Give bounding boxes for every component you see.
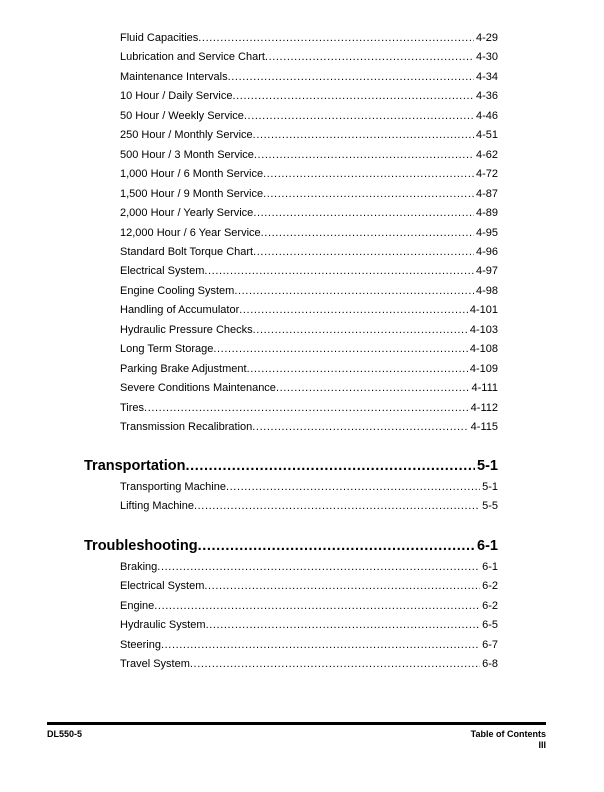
toc-entry-label: 50 Hour / Weekly Service xyxy=(120,109,244,122)
dot-leader xyxy=(161,636,480,655)
dot-leader xyxy=(244,107,474,126)
toc-entry-page: 4-96 xyxy=(475,245,498,258)
toc-entry[interactable] xyxy=(120,224,498,243)
toc-entry-label: Electrical System xyxy=(120,580,205,593)
toc-entry-label: Standard Bolt Torque Chart xyxy=(120,245,254,258)
toc-entry-label: Engine Cooling System xyxy=(120,284,235,297)
dot-leader xyxy=(253,243,474,262)
toc-entry-label: Maintenance Intervals xyxy=(120,70,228,83)
dot-leader xyxy=(265,48,474,67)
toc-entry-label: Transmission Recalibration xyxy=(120,421,253,433)
footer-page-number: III xyxy=(538,740,546,750)
toc-entry-page: 4-72 xyxy=(475,168,498,181)
toc-entry-page: 4-98 xyxy=(475,284,498,297)
toc-entry-page: 4-115 xyxy=(470,421,498,433)
toc-entry-label: Travel System xyxy=(120,658,190,671)
toc-entry-page: 4-34 xyxy=(475,70,498,83)
dot-leader xyxy=(198,29,474,48)
dot-leader xyxy=(254,146,474,165)
toc-entry-page: 4-46 xyxy=(475,109,498,122)
toc-entry[interactable] xyxy=(120,48,498,67)
toc-entry[interactable] xyxy=(120,379,498,398)
dot-leader xyxy=(186,455,476,477)
toc-entry-page: 6-8 xyxy=(482,658,498,671)
toc-entry-page: 4-111 xyxy=(471,382,498,395)
toc-entry-page: 6-2 xyxy=(482,599,498,612)
dot-leader xyxy=(247,360,468,379)
toc-entry-label: Transporting Machine xyxy=(120,481,226,493)
toc-entry[interactable] xyxy=(120,282,498,301)
toc-entry-page: 4-29 xyxy=(475,32,498,44)
toc-entry[interactable] xyxy=(120,340,498,359)
dot-leader xyxy=(190,655,480,674)
dot-leader xyxy=(263,165,474,184)
dot-leader xyxy=(253,204,474,223)
toc-entry-page: 6-7 xyxy=(482,638,498,651)
toc-entry-label: Long Term Storage xyxy=(120,343,214,356)
toc-entry-label: 1,000 Hour / 6 Month Service xyxy=(120,168,264,181)
toc-entry[interactable] xyxy=(120,616,498,635)
toc-entry[interactable] xyxy=(120,577,498,596)
toc-chapter-heading[interactable] xyxy=(84,455,498,477)
toc-entry[interactable] xyxy=(120,655,498,674)
dot-leader xyxy=(194,497,480,516)
dot-leader xyxy=(253,126,474,145)
dot-leader xyxy=(234,282,474,301)
toc-entry[interactable] xyxy=(120,360,498,379)
toc-entry[interactable] xyxy=(120,165,498,184)
toc-entry[interactable] xyxy=(120,204,498,223)
dot-leader xyxy=(204,262,474,281)
dot-leader xyxy=(213,340,468,359)
toc-entry-label: Lifting Machine xyxy=(120,500,194,513)
toc-entry[interactable] xyxy=(120,146,498,165)
toc-entry-page: 6-2 xyxy=(482,580,498,593)
toc-entry[interactable] xyxy=(120,301,498,320)
toc-entry[interactable] xyxy=(120,107,498,126)
dot-leader xyxy=(233,87,474,106)
toc-chapter-heading-label: Troubleshooting xyxy=(84,538,198,554)
toc-entry-label: Steering xyxy=(120,638,161,651)
toc-entry[interactable] xyxy=(120,185,498,204)
toc-entry-label: 1,500 Hour / 9 Month Service xyxy=(120,187,264,200)
toc-entry[interactable] xyxy=(120,29,498,48)
toc-entry-page: 6-5 xyxy=(482,619,498,632)
dot-leader xyxy=(204,577,480,596)
toc-entry[interactable] xyxy=(120,399,498,418)
footer-title: Table of Contents xyxy=(470,729,546,739)
toc-entry-label: 2,000 Hour / Yearly Service xyxy=(120,207,254,220)
dot-leader xyxy=(226,478,480,497)
toc-entry-page: 4-51 xyxy=(475,129,498,142)
toc-entry[interactable] xyxy=(120,262,498,281)
toc-entry-label: 12,000 Hour / 6 Year Service xyxy=(120,226,261,239)
toc-entry-page: 4-103 xyxy=(469,323,498,336)
footer-rule xyxy=(47,722,546,725)
toc-entry-page: 4-112 xyxy=(470,401,498,414)
toc-entry-page: 4-36 xyxy=(475,90,498,103)
toc-entry-page: 4-30 xyxy=(475,51,498,64)
toc-entry[interactable] xyxy=(120,478,498,497)
toc-entry-page: 4-95 xyxy=(475,226,498,239)
toc-chapter-heading[interactable] xyxy=(84,535,498,557)
toc-entry-label: Tires xyxy=(120,401,145,414)
toc-entry[interactable] xyxy=(120,321,498,340)
toc-entry[interactable] xyxy=(120,68,498,87)
toc-entry-label: Severe Conditions Maintenance xyxy=(120,382,276,395)
dot-leader xyxy=(276,379,470,398)
dot-leader xyxy=(261,224,474,243)
toc-entry-label: Fluid Capacities xyxy=(120,32,199,44)
dot-leader xyxy=(252,418,468,437)
toc-entry-page: 4-89 xyxy=(475,207,498,220)
toc-entry-page: 4-87 xyxy=(475,187,498,200)
toc-entry[interactable] xyxy=(120,243,498,262)
toc-chapter-heading-page: 6-1 xyxy=(477,538,498,554)
toc-entry-page: 4-108 xyxy=(469,343,498,356)
toc-entry-label: 250 Hour / Monthly Service xyxy=(120,129,253,142)
dot-leader xyxy=(154,597,480,616)
toc-entry[interactable] xyxy=(120,558,498,577)
dot-leader xyxy=(239,301,468,320)
toc-entry[interactable] xyxy=(120,597,498,616)
dot-leader xyxy=(144,399,469,418)
dot-leader xyxy=(157,558,480,577)
toc-entry-label: Braking xyxy=(120,561,158,573)
toc-entry-label: Lubrication and Service Chart xyxy=(120,51,265,64)
toc-entry-page: 4-101 xyxy=(469,304,498,317)
footer-model: DL550-5 xyxy=(47,729,83,739)
dot-leader xyxy=(206,616,481,635)
toc-entry-label: Parking Brake Adjustment xyxy=(120,362,247,375)
dot-leader xyxy=(263,185,474,204)
toc-entry-label: Handling of Accumulator xyxy=(120,304,240,317)
toc-entry[interactable] xyxy=(120,87,498,106)
toc-entry-page: 6-1 xyxy=(482,561,498,573)
toc-entry-label: Electrical System xyxy=(120,265,205,278)
dot-leader xyxy=(228,68,474,87)
toc-entry[interactable] xyxy=(120,418,498,437)
toc-entry-label: Hydraulic Pressure Checks xyxy=(120,323,253,336)
toc-chapter-heading-page: 5-1 xyxy=(477,458,498,474)
toc-entry-label: Hydraulic System xyxy=(120,619,206,632)
toc-entry-label: Engine xyxy=(120,599,155,612)
toc-entry[interactable] xyxy=(120,126,498,145)
dot-leader xyxy=(198,535,475,557)
dot-leader xyxy=(253,321,468,340)
toc-entry-label: 500 Hour / 3 Month Service xyxy=(120,148,254,161)
toc-entry-page: 4-62 xyxy=(475,148,498,161)
toc-entry-label: 10 Hour / Daily Service xyxy=(120,90,233,103)
toc-entry-page: 4-109 xyxy=(469,362,498,375)
toc-entry[interactable] xyxy=(120,636,498,655)
toc-entry-page: 5-5 xyxy=(482,500,498,513)
toc-entry[interactable] xyxy=(120,497,498,516)
toc-entry-page: 5-1 xyxy=(482,481,498,493)
toc-chapter-heading-label: Transportation xyxy=(84,458,186,474)
toc-entry-page: 4-97 xyxy=(475,265,498,278)
